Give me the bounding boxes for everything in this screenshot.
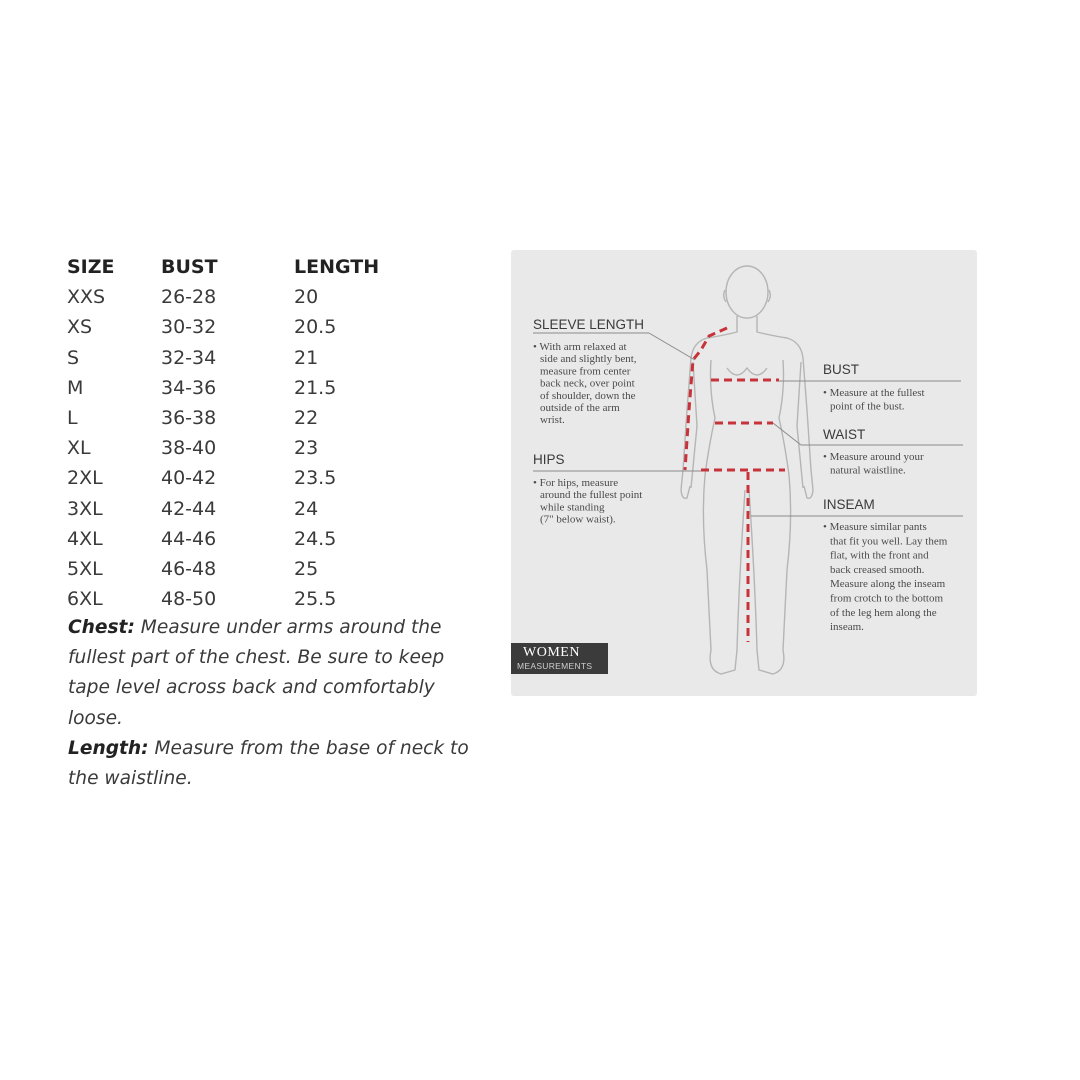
bust-text-line: • Measure at the fullest	[823, 387, 925, 399]
label-inseam	[823, 497, 948, 633]
inseam-text-line: back creased smooth.	[830, 563, 925, 576]
length-text: Measure from the base of neck to the waistline.	[68, 737, 469, 790]
header-size: SIZE	[67, 256, 115, 278]
inseam-text-line: of the leg hem along the	[830, 606, 937, 619]
label-bust	[823, 362, 925, 413]
hips-text-line: • For hips, measure	[533, 477, 619, 489]
cell-length: 21	[294, 346, 319, 369]
cell-bust: 36-38	[161, 407, 217, 430]
sleeve-text-line: side and slightly bent,	[540, 353, 637, 366]
table-row	[67, 373, 394, 403]
hips-text-line: around the fullest point	[540, 489, 643, 502]
women-measurements-badge	[511, 643, 608, 674]
label-waist	[823, 427, 924, 477]
table-row	[67, 463, 394, 493]
cell-size: M	[67, 376, 84, 399]
sleeve-title: SLEEVE LENGTH	[533, 317, 645, 332]
cell-length: 22	[294, 407, 319, 430]
badge-title: WOMEN	[523, 645, 580, 660]
sleeve-text	[533, 341, 637, 426]
waist-title: WAIST	[823, 427, 866, 442]
cell-bust: 42-44	[161, 497, 217, 520]
inseam-text-line: inseam.	[830, 621, 864, 634]
badge-subtitle: MEASUREMENTS	[517, 661, 593, 671]
sleeve-measure-line	[685, 328, 727, 470]
header-bust: BUST	[161, 256, 218, 278]
table-row	[67, 584, 394, 614]
cell-size: 6XL	[67, 588, 103, 611]
waist-text	[823, 451, 924, 477]
measurement-notes	[68, 613, 488, 794]
cell-bust: 30-32	[161, 316, 217, 339]
length-label: Length:	[68, 737, 149, 759]
cell-size: L	[67, 407, 78, 430]
cell-length: 24	[294, 497, 319, 520]
cell-bust: 34-36	[161, 376, 217, 399]
sleeve-text-line: outside of the arm	[540, 402, 620, 414]
hips-text	[533, 477, 642, 526]
hips-text-line: while standing	[540, 501, 605, 514]
cell-bust: 40-42	[161, 467, 217, 490]
table-row	[67, 403, 394, 433]
cell-bust: 32-34	[161, 346, 217, 369]
chest-text: Measure under arms around the fullest part of the chest. Be sure to keep tape level across back and comfortably loose.	[68, 617, 445, 729]
cell-length: 24.5	[294, 527, 337, 550]
cell-bust: 26-28	[161, 286, 217, 309]
cell-size: 2XL	[67, 467, 103, 490]
waist-text-line: • Measure around your	[823, 451, 924, 463]
inseam-text-line: that fit you well. Lay them	[830, 535, 948, 548]
table-header-row	[67, 252, 394, 282]
cell-size: S	[67, 346, 80, 369]
hips-title: HIPS	[533, 452, 565, 467]
header-length: LENGTH	[294, 256, 380, 278]
cell-length: 23.5	[294, 467, 337, 490]
inseam-text-line: • Measure similar pants	[823, 521, 927, 533]
size-chart-table	[67, 252, 394, 614]
cell-size: 3XL	[67, 497, 103, 520]
table-row	[67, 494, 394, 524]
inseam-title: INSEAM	[823, 497, 875, 512]
cell-length: 25.5	[294, 588, 337, 611]
cell-bust: 48-50	[161, 588, 217, 611]
cell-size: XS	[67, 316, 93, 339]
cell-length: 23	[294, 437, 319, 460]
cell-bust: 44-46	[161, 527, 217, 550]
table-row	[67, 554, 394, 584]
cell-size: 4XL	[67, 527, 103, 550]
length-note	[68, 734, 488, 794]
sleeve-text-line: • With arm relaxed at	[533, 341, 627, 353]
cell-bust: 46-48	[161, 558, 217, 581]
table-row	[67, 282, 394, 312]
sleeve-text-line: wrist.	[540, 414, 565, 427]
cell-size: XL	[67, 437, 91, 460]
inseam-text-line: Measure along the inseam	[830, 578, 946, 591]
cell-size: 5XL	[67, 558, 103, 581]
hips-text-line: (7" below waist).	[540, 513, 616, 526]
table-row	[67, 433, 394, 463]
sleeve-text-line: measure from center	[540, 365, 631, 378]
inseam-text-line: flat, with the front and	[830, 549, 929, 562]
cell-length: 20	[294, 286, 319, 309]
inseam-text	[823, 521, 948, 633]
cell-length: 21.5	[294, 376, 337, 399]
cell-size: XXS	[67, 286, 106, 309]
label-hips	[533, 452, 642, 526]
table-row	[67, 312, 394, 342]
bust-text-line: point of the bust.	[830, 400, 905, 413]
cell-length: 25	[294, 558, 319, 581]
chest-label: Chest:	[68, 617, 135, 638]
sleeve-text-line: back neck, over point	[540, 377, 635, 390]
inseam-text-line: from crotch to the bottom	[830, 592, 944, 605]
table-row	[67, 343, 394, 373]
bust-title: BUST	[823, 362, 860, 377]
chest-note	[68, 613, 488, 734]
table-row	[67, 524, 394, 554]
body-diagram	[511, 250, 977, 696]
bust-text	[823, 387, 925, 413]
cell-bust: 38-40	[161, 437, 217, 460]
sleeve-text-line: of shoulder, down the	[540, 389, 636, 402]
cell-length: 20.5	[294, 316, 337, 339]
measurement-figure	[511, 250, 977, 696]
waist-text-line: natural waistline.	[830, 464, 906, 477]
